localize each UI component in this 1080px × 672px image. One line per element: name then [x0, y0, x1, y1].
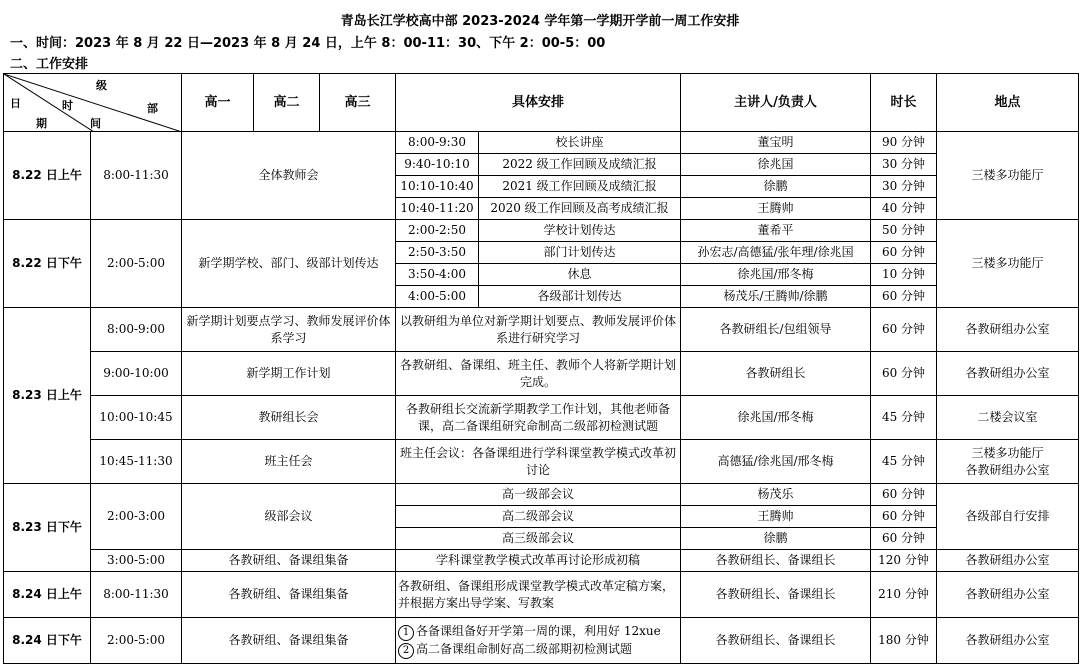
person-cell: 各教研组长/包组领导: [681, 308, 871, 352]
person-cell: 徐兆国/邢冬梅: [681, 264, 871, 286]
corner-label-ji: 级: [96, 79, 107, 92]
corner-label-ri: 日: [10, 97, 21, 110]
duration-cell: 60 分钟: [871, 242, 937, 264]
grades-cell: 班主任会: [182, 440, 396, 484]
sub-item-cell: 2021 级工作回顾及成绩汇报: [479, 176, 681, 198]
duration-cell: 60 分钟: [871, 286, 937, 308]
header-grade-3: 高三: [320, 74, 396, 132]
person-cell: 各教研组长、备课组长: [681, 550, 871, 572]
time-cell: 8:00-9:00: [91, 308, 182, 352]
schedule-table: [3, 73, 1079, 664]
date-cell: 8.22 日上午: [4, 132, 91, 220]
duration-cell: 50 分钟: [871, 220, 937, 242]
sub-item-cell: 各级部计划传达: [479, 286, 681, 308]
page-title: 青岛长江学校高中部 2023-2024 学年第一学期开学前一周工作安排: [340, 14, 740, 29]
person-cell: 王腾帅: [681, 506, 871, 528]
person-cell: 高德猛/徐兆国/邢冬梅: [681, 440, 871, 484]
duration-cell: 120 分钟: [871, 550, 937, 572]
person-cell: 董希平: [681, 220, 871, 242]
date-cell: 8.23 日上午: [4, 308, 91, 484]
grades-cell: 各教研组、备课组集备: [182, 550, 396, 572]
table-row: [4, 550, 1079, 572]
place-cell: 各教研组办公室: [937, 550, 1079, 572]
header-detail: 具体安排: [396, 74, 681, 132]
person-cell: 杨茂乐: [681, 484, 871, 506]
header-row: [4, 74, 1079, 132]
duration-cell: 60 分钟: [871, 506, 937, 528]
detail-cell: 各教研组、备课组、班主任、教师个人将新学期计划完成。: [396, 352, 681, 396]
grades-cell: 全体教师会: [182, 132, 396, 220]
sub-item-cell: 校长讲座: [479, 132, 681, 154]
grades-cell: 各教研组、备课组集备: [182, 618, 396, 664]
sub-item-cell: 休息: [479, 264, 681, 286]
sub-time-cell: 10:10-10:40: [396, 176, 479, 198]
corner-label-bu: 部: [147, 102, 158, 115]
time-cell: 3:00-5:00: [91, 550, 182, 572]
detail-line: [398, 623, 678, 641]
table-row: [4, 440, 1079, 484]
time-range-line: 一、时间：2023 年 8 月 22 日—2023 年 8 月 24 日，上午 8：00-11：30、下午 2：00-5：00: [10, 36, 606, 51]
place-cell: 各教研组办公室: [937, 572, 1079, 618]
time-cell: 2:00-5:00: [91, 618, 182, 664]
detail-text: 各备课组备好开学第一周的课，利用好 12xue: [416, 623, 661, 638]
detail-cell: 高三级部会议: [396, 528, 681, 550]
detail-cell: 以教研组为单位对新学期计划要点、教师发展评价体系进行研究学习: [396, 308, 681, 352]
place-line: 各教研组办公室: [965, 462, 1050, 477]
table-row: [4, 132, 1079, 154]
circled-number: 1: [398, 625, 414, 641]
place-cell: 各教研组办公室: [937, 352, 1079, 396]
person-cell: 董宝明: [681, 132, 871, 154]
detail-cell: [396, 618, 681, 664]
detail-cell: 各教研组、备课组形成课堂教学模式改革定稿方案，并根据方案出导学案、写教案: [396, 572, 681, 618]
place-cell: 各教研组办公室: [937, 618, 1079, 664]
person-cell: 王腾帅: [681, 198, 871, 220]
grades-cell: 各教研组、备课组集备: [182, 572, 396, 618]
corner-label-qi: 期: [36, 117, 47, 130]
place-cell: 二楼会议室: [937, 396, 1079, 440]
person-cell: 各教研组长: [681, 352, 871, 396]
detail-cell: 学科课堂教学模式改革再讨论形成初稿: [396, 550, 681, 572]
table-row: [4, 484, 1079, 506]
date-cell: 8.23 日下午: [4, 484, 91, 572]
person-cell: 徐鹏: [681, 528, 871, 550]
time-cell: 2:00-3:00: [91, 484, 182, 550]
table-row: [4, 396, 1079, 440]
table-row: [4, 220, 1079, 242]
person-cell: 各教研组长、备课组长: [681, 572, 871, 618]
time-cell: 10:00-10:45: [91, 396, 182, 440]
table-row: [4, 308, 1079, 352]
header-grade-1: 高一: [182, 74, 254, 132]
header-duration: 时长: [871, 74, 937, 132]
sub-item-cell: 部门计划传达: [479, 242, 681, 264]
grades-cell: 教研组长会: [182, 396, 396, 440]
header-person: 主讲人/负责人: [681, 74, 871, 132]
date-cell: 8.24 日下午: [4, 618, 91, 664]
place-line: 三楼多功能厅: [971, 445, 1044, 460]
place-cell: 三楼多功能厅: [937, 132, 1079, 220]
corner-label-shi: 时: [62, 99, 73, 112]
grades-cell: 新学期学校、部门、级部计划传达: [182, 220, 396, 308]
corner-label-jian: 间: [90, 117, 101, 130]
grades-cell: 新学期工作计划: [182, 352, 396, 396]
circled-number: 2: [398, 643, 414, 659]
sub-item-cell: 学校计划传达: [479, 220, 681, 242]
detail-cell: 高一级部会议: [396, 484, 681, 506]
table-row: [4, 618, 1079, 664]
sub-time-cell: 2:00-2:50: [396, 220, 479, 242]
place-cell: 各教研组办公室: [937, 308, 1079, 352]
person-cell: 徐鹏: [681, 176, 871, 198]
detail-cell: 班主任会议：各备课组进行学科课堂教学模式改革初讨论: [396, 440, 681, 484]
table-row: [4, 352, 1079, 396]
place-cell: 三楼多功能厅: [937, 220, 1079, 308]
duration-cell: 45 分钟: [871, 396, 937, 440]
sub-time-cell: 4:00-5:00: [396, 286, 479, 308]
grades-cell: 级部会议: [182, 484, 396, 550]
person-cell: 徐兆国: [681, 154, 871, 176]
detail-cell: 高二级部会议: [396, 506, 681, 528]
table-row: [4, 572, 1079, 618]
duration-cell: 60 分钟: [871, 308, 937, 352]
detail-text: 高二备课组命制好高二级部期初检测试题: [416, 641, 633, 656]
sub-time-cell: 10:40-11:20: [396, 198, 479, 220]
duration-cell: 45 分钟: [871, 440, 937, 484]
sub-time-cell: 8:00-9:30: [396, 132, 479, 154]
sub-time-cell: 3:50-4:00: [396, 264, 479, 286]
duration-cell: 60 分钟: [871, 484, 937, 506]
person-cell: 徐兆国/邢冬梅: [681, 396, 871, 440]
sub-time-cell: 9:40-10:10: [396, 154, 479, 176]
duration-cell: 30 分钟: [871, 176, 937, 198]
place-cell: 各级部自行安排: [937, 484, 1079, 550]
detail-cell: 各教研组长交流新学期教学工作计划，其他老师备课，高二备课组研究命制高二级部初检测试题: [396, 396, 681, 440]
detail-line: [398, 641, 678, 659]
sub-item-cell: 2020 级工作回顾及高考成绩汇报: [479, 198, 681, 220]
duration-cell: 210 分钟: [871, 572, 937, 618]
duration-cell: 180 分钟: [871, 618, 937, 664]
person-cell: 杨茂乐/王腾帅/徐鹏: [681, 286, 871, 308]
time-cell: 8:00-11:30: [91, 572, 182, 618]
person-cell: 各教研组长、备课组长: [681, 618, 871, 664]
date-cell: 8.24 日上午: [4, 572, 91, 618]
time-cell: 2:00-5:00: [91, 220, 182, 308]
duration-cell: 90 分钟: [871, 132, 937, 154]
sub-time-cell: 2:50-3:50: [396, 242, 479, 264]
duration-cell: 30 分钟: [871, 154, 937, 176]
header-corner-cell: [4, 74, 182, 132]
time-cell: 9:00-10:00: [91, 352, 182, 396]
header-place: 地点: [937, 74, 1079, 132]
header-grade-2: 高二: [254, 74, 320, 132]
section-heading: 二、工作安排: [10, 57, 89, 72]
time-cell: 8:00-11:30: [91, 132, 182, 220]
place-cell: [937, 440, 1079, 484]
duration-cell: 40 分钟: [871, 198, 937, 220]
grades-cell: 新学期计划要点学习、教师发展评价体系学习: [182, 308, 396, 352]
duration-cell: 60 分钟: [871, 528, 937, 550]
date-cell: 8.22 日下午: [4, 220, 91, 308]
time-cell: 10:45-11:30: [91, 440, 182, 484]
duration-cell: 10 分钟: [871, 264, 937, 286]
sub-item-cell: 2022 级工作回顾及成绩汇报: [479, 154, 681, 176]
duration-cell: 60 分钟: [871, 352, 937, 396]
person-cell: 孙宏志/高德猛/张年理/徐兆国: [681, 242, 871, 264]
